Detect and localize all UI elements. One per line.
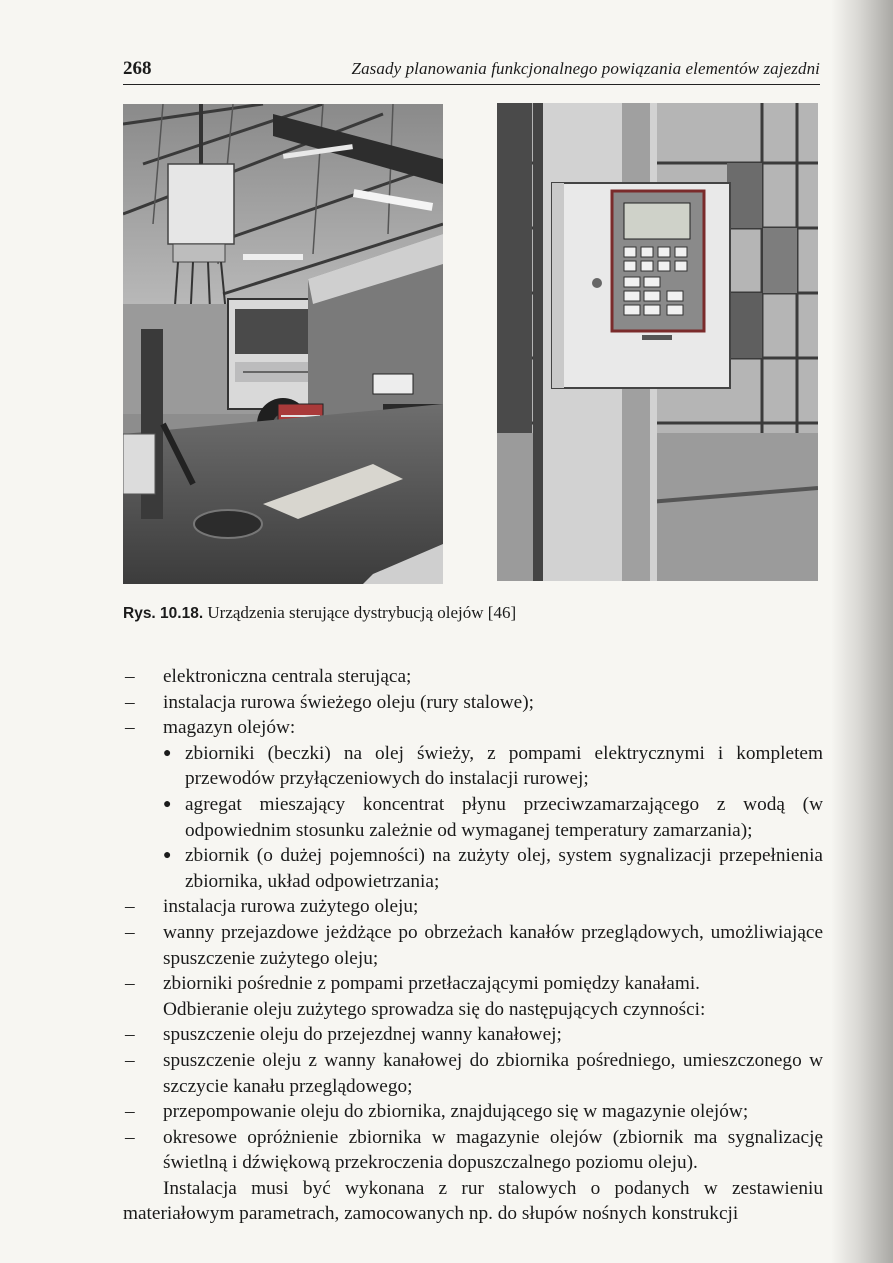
list-item bbox=[123, 690, 823, 716]
sub-list-item-text: agregat mieszający koncentrat płynu przeciwzamarzającego z wodą (w odpowiednim stosunku zależnie od wymaganej temperatury zamarzania); bbox=[185, 793, 823, 841]
list-item bbox=[123, 1099, 823, 1125]
list-item-text: wanny przejazdowe jeżdżące po obrzeżach kanałów przeglądowych, umożliwiające spuszczenie zużytego oleju; bbox=[163, 921, 823, 969]
dash-marker: – bbox=[125, 896, 135, 918]
list-item bbox=[123, 920, 823, 971]
dash-marker: – bbox=[125, 1101, 135, 1123]
list-item-text: elektroniczna centrala sterująca; bbox=[163, 666, 412, 687]
list-item-text: zbiorniki pośrednie z pompami przetłaczającymi pomiędzy kanałami. bbox=[163, 973, 700, 995]
list-item-text: instalacja rurowa zużytego oleju; bbox=[163, 896, 419, 918]
dash-marker: – bbox=[125, 921, 135, 943]
dash-marker: – bbox=[125, 717, 135, 739]
list-item-text: instalacja rurowa świeżego oleju (rury stalowe); bbox=[163, 691, 535, 713]
list-item bbox=[123, 1048, 823, 1099]
sub-list-item-text: zbiorniki (beczki) na olej świeży, z pompami elektrycznymi i kompletem przewodów przyłączeniowych do instalacji rurowej; bbox=[185, 742, 823, 790]
running-title: Zasady planowania funkcjonalnego powiązania elementów zajezdni bbox=[351, 59, 820, 78]
bullet-icon: ● bbox=[163, 745, 172, 761]
list-item bbox=[123, 1125, 823, 1176]
list-item bbox=[123, 894, 823, 920]
list-item-text: spuszczenie oleju do przejezdnej wanny kanałowej; bbox=[163, 1024, 562, 1046]
list-item bbox=[123, 664, 823, 690]
figure-caption bbox=[123, 603, 516, 623]
body-text bbox=[123, 664, 823, 1227]
list-item bbox=[123, 715, 823, 741]
list-item bbox=[123, 971, 823, 997]
list-item-text: okresowe opróżnienie zbiornika w magazynie olejów (zbiornik ma sygnalizację świetlną i dźwiękową przekroczenia dopuszczalnego poziomu oleju). bbox=[163, 1126, 823, 1174]
sub-list-item-text: zbiornik (o dużej pojemności) na zużyty olej, system sygnalizacji przepełnienia zbiornika, układ odpowietrzania; bbox=[185, 845, 823, 892]
dash-marker: – bbox=[125, 691, 135, 713]
list-item bbox=[123, 1022, 823, 1048]
body-paragraph: Instalacja musi być wykonana z rur stalowych o podanych w zestawieniu materiałowym parametrach, zamocowanych np. do słupów nośnych konstrukcji bbox=[123, 1177, 823, 1225]
dash-marker: – bbox=[125, 973, 135, 995]
figure-label: Rys. 10.18. bbox=[123, 605, 204, 622]
dash-marker: – bbox=[125, 1049, 135, 1071]
running-header bbox=[123, 54, 820, 85]
list-item-text: przepompowanie oleju do zbiornika, znajdującego się w magazynie olejów; bbox=[163, 1101, 749, 1123]
garage-hall-photo bbox=[123, 104, 443, 584]
lead-text: Odbieranie oleju zużytego sprowadza się do następujących czynności: bbox=[163, 998, 706, 1020]
page-number: 268 bbox=[123, 58, 152, 79]
bullet-icon: ● bbox=[163, 848, 172, 864]
bullet-icon: ● bbox=[163, 796, 172, 812]
sub-list-item bbox=[123, 792, 823, 843]
list-item-text: magazyn olejów: bbox=[163, 717, 296, 739]
sub-list-item bbox=[123, 843, 823, 894]
dash-marker: – bbox=[125, 1024, 135, 1046]
list-item-text: spuszczenie oleju z wanny kanałowej do zbiornika pośredniego, umieszczonego w szczycie kanału przeglądowego; bbox=[163, 1049, 823, 1097]
dash-marker: – bbox=[125, 1126, 135, 1148]
sub-list-item bbox=[123, 741, 823, 792]
figure-caption-text: Urządzenia sterujące dystrybucją olejów [46] bbox=[207, 603, 517, 622]
dash-marker: – bbox=[125, 666, 135, 687]
control-panel-photo bbox=[497, 103, 818, 581]
page-edge-shadow bbox=[831, 0, 893, 1263]
